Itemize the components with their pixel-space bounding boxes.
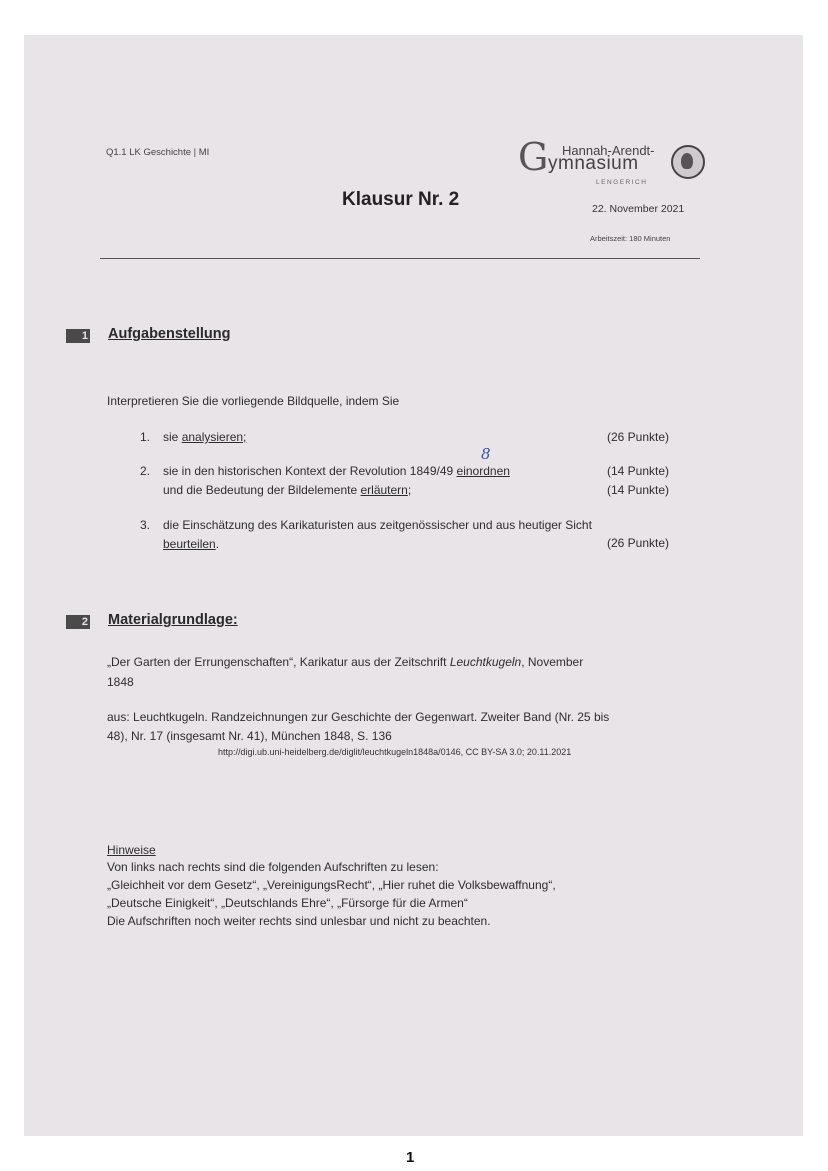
hints-line: Die Aufschriften noch weiter rechts sind unlesbar und nicht zu beachten. <box>107 914 491 928</box>
source-line2: 48), Nr. 17 (insgesamt Nr. 41), München 1848, S. 136 <box>107 729 392 743</box>
task-2-points-2: (14 Punkte) <box>607 483 670 497</box>
school-logo <box>518 135 708 191</box>
task-3-line2 <box>163 537 219 551</box>
task-3-line1: die Einschätzung des Karikaturisten aus zeitgenössischer und aus heutiger Sicht <box>163 518 592 532</box>
task-2-line2-text: und die Bedeutung der Bildelemente <box>163 483 361 497</box>
task-2-points-1: (14 Punkte) <box>607 464 670 478</box>
logo-line1: Hannah-Arendt- <box>562 143 655 158</box>
logo-line2: ymnasium <box>548 153 639 174</box>
task-2-line2-end: ; <box>407 483 412 497</box>
material-magazine: Leuchtkugeln <box>449 655 522 669</box>
task-3-line2-end: . <box>215 537 220 551</box>
exam-duration: Arbeitszeit: 180 Minuten <box>590 234 671 243</box>
logo-initial: G <box>518 135 549 179</box>
hints-line: Von links nach rechts sind die folgenden Aufschriften zu lesen: <box>107 860 439 874</box>
task-2-number: 2. <box>140 464 151 478</box>
task-1-operator: analysieren; <box>181 430 247 444</box>
exam-title: Klausur Nr. 2 <box>342 189 460 210</box>
task-1-number: 1. <box>140 430 151 444</box>
task-3-operator: beurteilen <box>163 537 216 551</box>
material-date: , November <box>521 655 584 669</box>
task-2-operator-1: einordnen <box>456 464 510 478</box>
task-3-points: (26 Punkte) <box>607 536 670 550</box>
task-2-line1 <box>163 464 510 478</box>
portrait-icon <box>671 145 705 179</box>
hints-heading: Hinweise <box>107 843 156 857</box>
material-line1 <box>107 655 583 669</box>
section-2-marker: 2 <box>66 615 90 629</box>
task-1-text-before: sie <box>163 430 182 444</box>
task-1-text <box>163 430 246 444</box>
material-line2: 1848 <box>107 675 134 689</box>
task-intro: Interpretieren Sie die vorliegende Bildquelle, indem Sie <box>107 394 400 408</box>
page-number: 1 <box>406 1149 415 1166</box>
exam-date: 22. November 2021 <box>592 203 685 215</box>
section-2-heading: Materialgrundlage: <box>108 612 238 628</box>
task-2-line2 <box>163 483 411 497</box>
task-1-points: (26 Punkte) <box>607 430 670 444</box>
hints-line: „Deutsche Einigkeit“, „Deutschlands Ehre“, „Fürsorge für die Armen“ <box>107 896 468 910</box>
section-1-heading: Aufgabenstellung <box>108 326 231 342</box>
material-title: „Der Garten der Errungenschaften“, Karikatur aus der Zeitschrift <box>107 655 450 669</box>
section-1-marker: 1 <box>66 329 90 343</box>
task-3-number: 3. <box>140 518 151 532</box>
task-2-operator-2: erläutern <box>360 483 408 497</box>
source-url: http://digi.ub.uni-heidelberg.de/diglit/leuchtkugeln1848a/0146, CC BY-SA 3.0; 20.11.2021 <box>218 747 572 757</box>
handwritten-correction: 8 <box>481 445 491 463</box>
exam-sheet <box>24 35 803 1136</box>
task-2-line1-text: sie in den historischen Kontext der Revolution 1849/49 <box>163 464 457 478</box>
header-divider <box>100 258 700 259</box>
course-label: Q1.1 LK Geschichte | MI <box>106 147 210 158</box>
source-line1: aus: Leuchtkugeln. Randzeichnungen zur Geschichte der Gegenwart. Zweiter Band (Nr. 25 bis <box>107 710 610 724</box>
hints-line: „Gleichheit vor dem Gesetz“, „VereinigungsRecht“, „Hier ruhet die Volksbewaffnung“, <box>107 878 556 892</box>
logo-town: LENGERICH <box>596 179 648 186</box>
